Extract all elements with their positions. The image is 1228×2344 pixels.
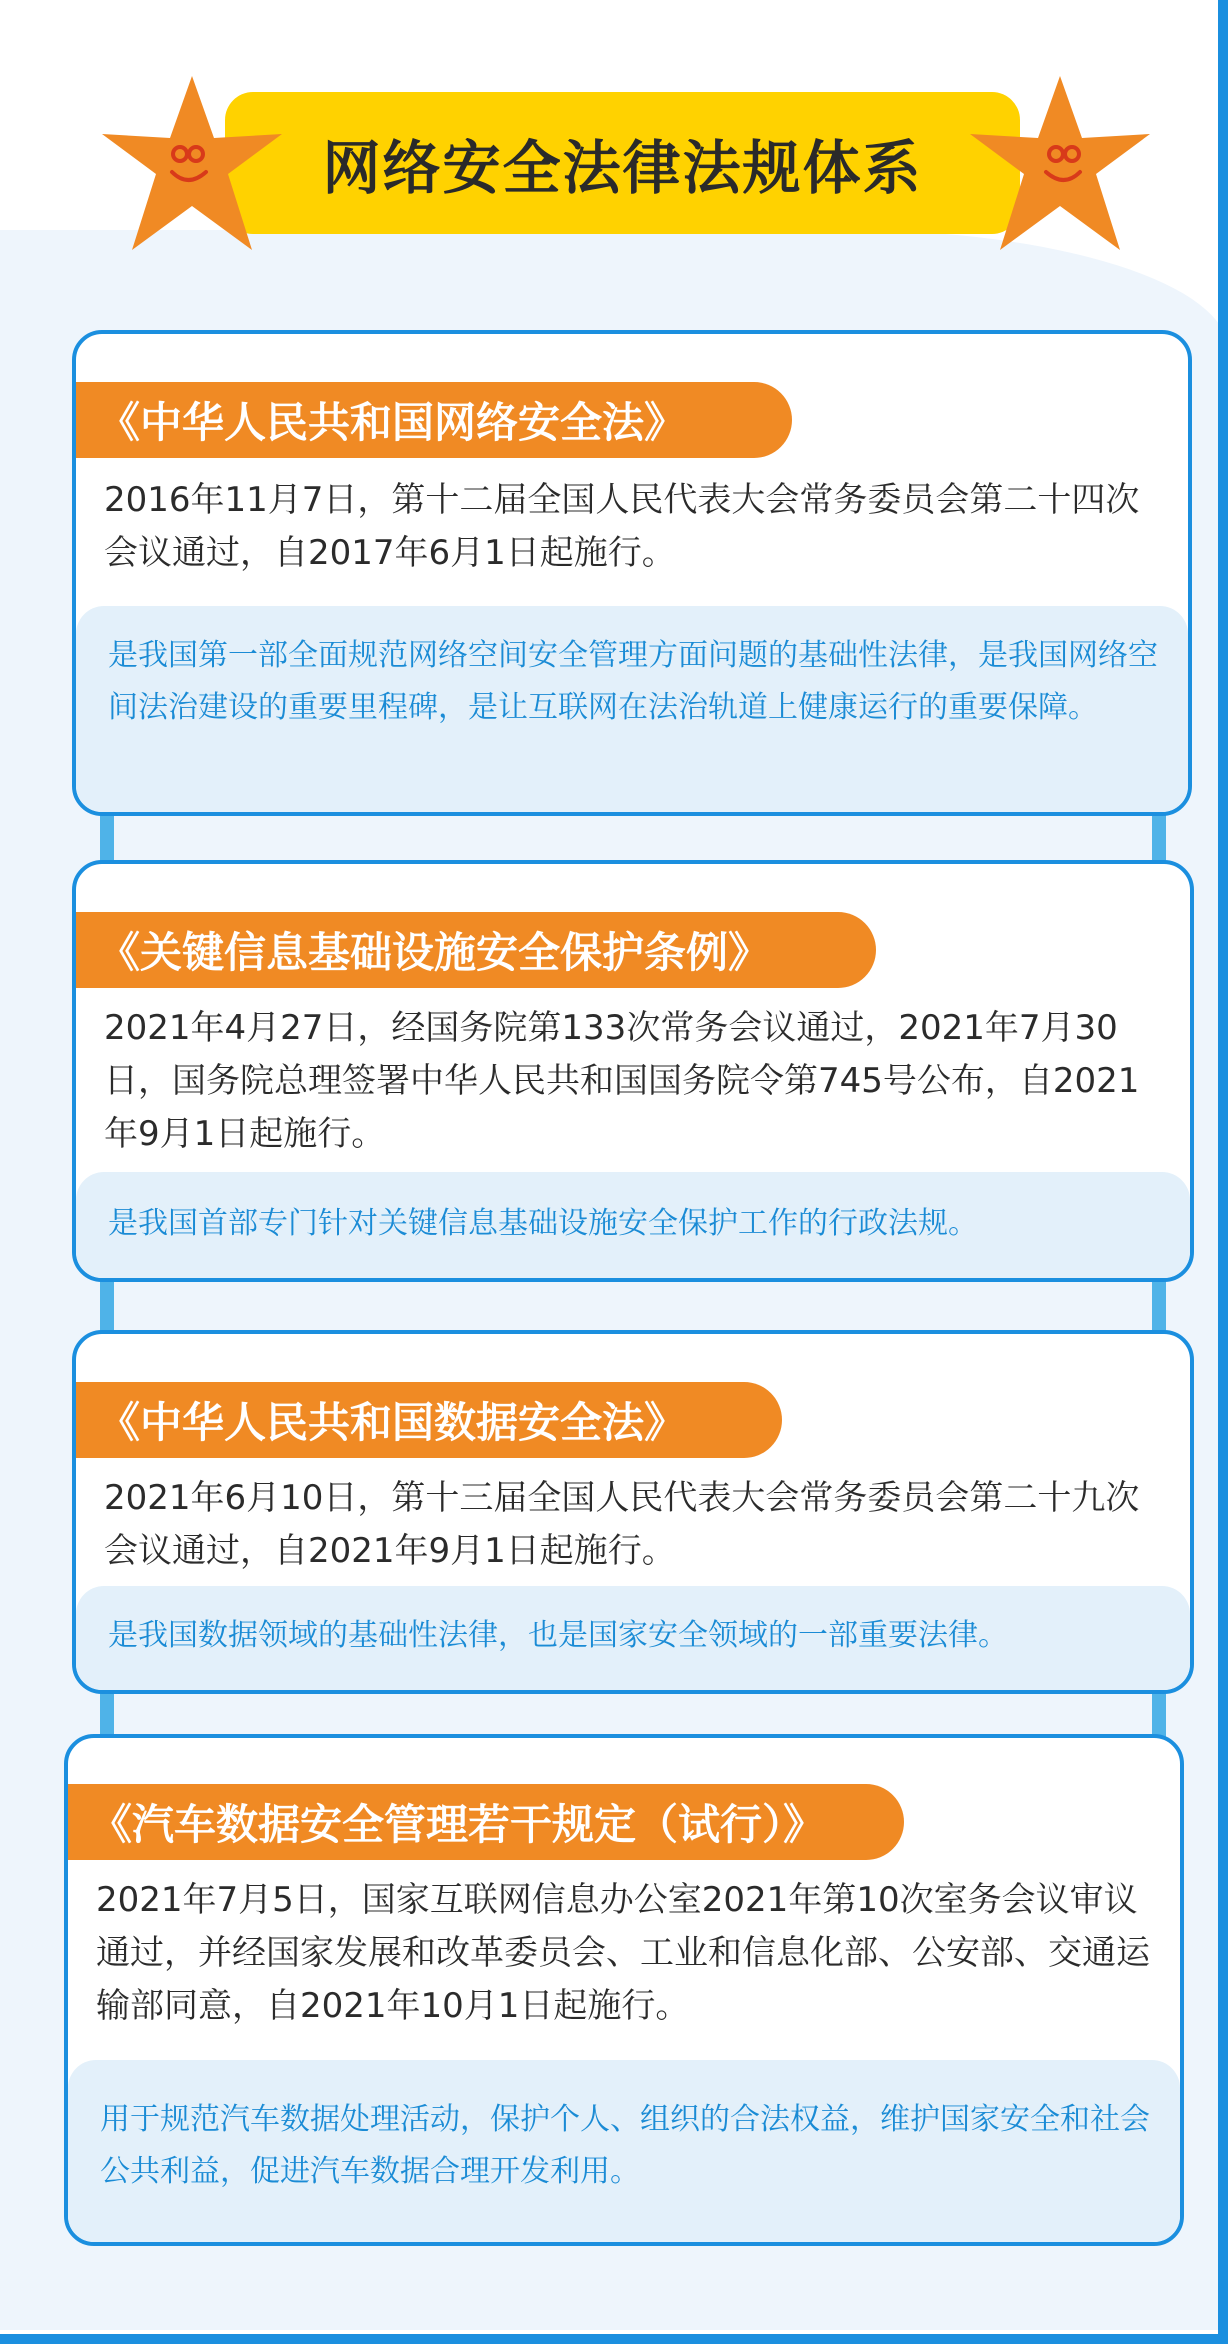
title-banner	[225, 92, 1020, 234]
card-significance-note: 用于规范汽车数据处理活动，保护个人、组织的合法权益，维护国家安全和社会公共利益，促进汽车数据合理开发利用。	[68, 2060, 1180, 2242]
card-title: 《汽车数据安全管理若干规定（试行）》	[68, 1784, 904, 1860]
law-card-critical-infrastructure	[72, 860, 1194, 1282]
bottom-edge-line	[0, 2334, 1228, 2344]
card-title: 《中华人民共和国数据安全法》	[76, 1382, 782, 1458]
smiling-star-icon	[960, 68, 1160, 268]
card-significance-note: 是我国首部专门针对关键信息基础设施安全保护工作的行政法规。	[76, 1172, 1190, 1278]
card-description: 2021年4月27日，经国务院第133次常务会议通过，2021年7月30日，国务院总理签署中华人民共和国国务院令第745号公布，自2021年9月1日起施行。	[104, 1008, 1140, 1154]
card-title: 《中华人民共和国网络安全法》	[76, 382, 792, 458]
card-title: 《关键信息基础设施安全保护条例》	[76, 912, 876, 988]
right-edge-line	[1218, 0, 1228, 2344]
card-description: 2021年6月10日，第十三届全国人民代表大会常务委员会第二十九次会议通过，自2021年9月1日起施行。	[104, 1478, 1140, 1571]
card-description: 2021年7月5日，国家互联网信息办公室2021年第10次室务会议审议通过，并经国家发展和改革委员会、工业和信息化部、公安部、交通运输部同意，自2021年10月1日起施行。	[96, 1880, 1150, 2026]
law-card-cybersecurity	[72, 330, 1192, 816]
law-card-data-security	[72, 1330, 1194, 1694]
page-title: 网络安全法律法规体系	[322, 134, 923, 202]
card-significance-note: 是我国第一部全面规范网络空间安全管理方面问题的基础性法律，是我国网络空间法治建设的重要里程碑，是让互联网在法治轨道上健康运行的重要保障。	[76, 606, 1188, 812]
card-significance-note: 是我国数据领域的基础性法律，也是国家安全领域的一部重要法律。	[76, 1586, 1190, 1690]
law-card-automotive-data	[64, 1734, 1184, 2246]
card-description: 2016年11月7日，第十二届全国人民代表大会常务委员会第二十四次会议通过，自2017年6月1日起施行。	[104, 480, 1140, 573]
smiling-star-icon	[92, 68, 292, 268]
